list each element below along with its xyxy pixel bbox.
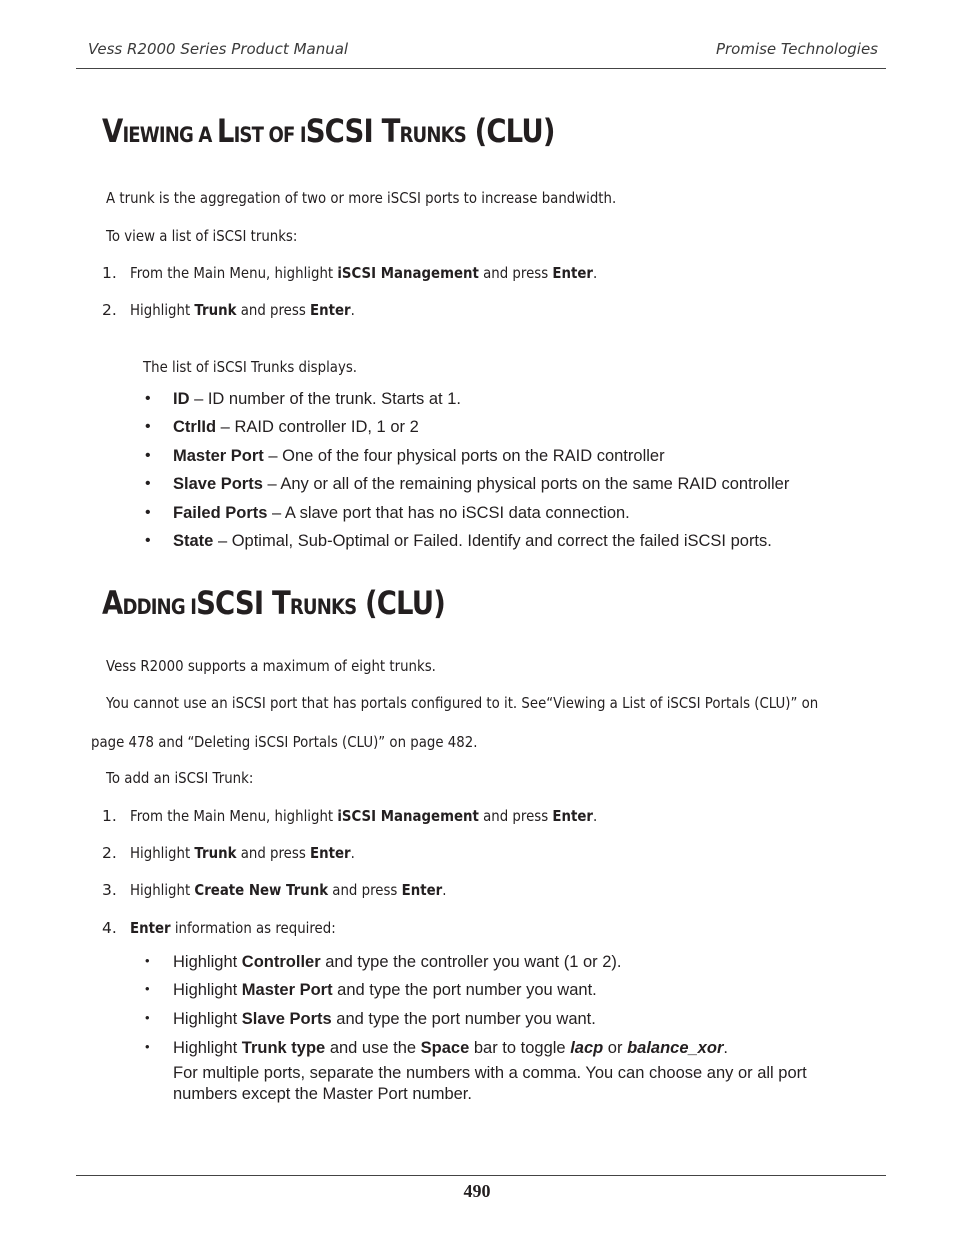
step-text — [130, 301, 355, 319]
text-run: . — [350, 301, 355, 319]
paragraph-trailing-line1: For multiple ports, separate the numbers with a comma. You can choose any or all port — [173, 1064, 807, 1082]
ui-term: Master Port — [241, 981, 333, 999]
ui-term: Enter — [552, 807, 594, 825]
list-item — [173, 390, 461, 409]
text-run: Highlight — [130, 301, 195, 319]
option-value: balance_xor — [627, 1039, 724, 1057]
paragraph-note-line1: You cannot use an iSCSI port that has portals configured to it. See“Viewing a List of iSCSI Portals (CLU)” on — [106, 694, 819, 712]
text-run: information as required: — [170, 919, 336, 937]
heading-text: IEWING A — [122, 123, 217, 147]
list-item — [173, 475, 789, 494]
running-header-company: Promise Technologies — [715, 40, 878, 58]
text-run: Highlight — [173, 953, 242, 971]
paragraph-note-line2: page 478 and “Deleting iSCSI Portals (CLU)” on page 482. — [91, 733, 478, 751]
bullet-icon: • — [145, 981, 150, 996]
heading-text: IST OF I — [233, 123, 306, 147]
text-run: Highlight — [173, 1039, 242, 1057]
ui-term: Enter — [310, 844, 351, 862]
text-run: . — [593, 807, 598, 825]
description: – One of the four physical ports on the RAID controller — [263, 447, 665, 465]
heading-text: DDING I — [122, 595, 197, 619]
ui-term: Space — [420, 1039, 470, 1057]
paragraph-intro: A trunk is the aggregation of two or more iSCSI ports to increase bandwidth. — [106, 189, 617, 207]
bullet-icon: • — [145, 1010, 150, 1025]
text-run: Highlight — [130, 844, 195, 862]
footer-rule — [76, 1175, 886, 1176]
description: – RAID controller ID, 1 or 2 — [216, 418, 419, 436]
ui-term: Controller — [241, 953, 321, 971]
list-item — [173, 1039, 728, 1058]
heading-text: SCSI T — [196, 584, 290, 622]
term: State — [173, 532, 214, 550]
bullet-icon: • — [145, 1039, 150, 1054]
text-run: . — [442, 881, 447, 899]
heading-text: V — [102, 112, 123, 150]
step-text — [130, 264, 597, 282]
bullet-icon: • — [145, 390, 151, 407]
text-run: . — [593, 264, 598, 282]
description: – ID number of the trunk. Starts at 1. — [189, 390, 461, 408]
paragraph-lead: To view a list of iSCSI trunks: — [106, 227, 298, 245]
step-text — [130, 844, 355, 862]
paragraph-trailing-line2: numbers except the Master Port number. — [173, 1085, 472, 1103]
ui-term: iSCSI Management — [337, 264, 479, 282]
text-run: and press — [236, 844, 311, 862]
text-run: and type the controller you want (1 or 2). — [320, 953, 622, 971]
step-number: 3. — [102, 881, 117, 899]
text-run: . — [723, 1039, 728, 1057]
ui-term: iSCSI Management — [337, 807, 479, 825]
text-run: From the Main Menu, highlight — [130, 807, 338, 825]
ui-term: Trunk — [194, 301, 237, 319]
step-number: 2. — [102, 301, 117, 319]
list-item — [173, 447, 665, 466]
text-run: bar to toggle — [469, 1039, 571, 1057]
step-text — [130, 807, 597, 825]
description: – Any or all of the remaining physical ports on the same RAID controller — [262, 475, 790, 493]
text-run: Highlight — [130, 881, 195, 899]
ui-term: Enter — [310, 301, 351, 319]
ui-term: Trunk type — [241, 1039, 326, 1057]
section-heading-viewing-trunks — [102, 112, 555, 150]
running-header-title: Vess R2000 Series Product Manual — [88, 40, 349, 58]
text-run: and press — [236, 301, 311, 319]
heading-text: SCSI T — [305, 112, 400, 150]
term: CtrlId — [173, 418, 217, 436]
bullet-icon: • — [145, 953, 150, 968]
step-text — [130, 881, 446, 899]
bullet-icon: • — [145, 418, 151, 435]
text-run: From the Main Menu, highlight — [130, 264, 338, 282]
bullet-icon: • — [145, 504, 151, 521]
text-run: or — [603, 1039, 628, 1057]
list-item — [173, 981, 597, 1000]
text-run: and type the port number you want. — [332, 981, 597, 999]
paragraph-result: The list of iSCSI Trunks displays. — [143, 358, 358, 376]
text-run: . — [350, 844, 355, 862]
term: Slave Ports — [173, 475, 263, 493]
ui-term: Slave Ports — [241, 1010, 332, 1028]
list-item — [173, 532, 772, 551]
header-rule — [76, 68, 886, 69]
text-run: and type the port number you want. — [331, 1010, 596, 1028]
text-run: and press — [328, 881, 402, 899]
paragraph-intro: Vess R2000 supports a maximum of eight trunks. — [106, 657, 436, 675]
heading-text: A — [102, 584, 123, 622]
heading-text: RUNKS — [399, 123, 466, 147]
step-number: 1. — [102, 264, 117, 282]
text-run: and use the — [325, 1039, 421, 1057]
heading-text: L — [216, 112, 234, 150]
step-text — [130, 919, 336, 937]
heading-text: (CLU) — [356, 584, 445, 622]
option-value: lacp — [570, 1039, 604, 1057]
heading-text: RUNKS — [289, 595, 357, 619]
bullet-icon: • — [145, 447, 151, 464]
heading-text: (CLU) — [465, 112, 555, 150]
ui-term: Trunk — [194, 844, 237, 862]
term: Master Port — [173, 447, 264, 465]
list-item — [173, 504, 630, 523]
description: – A slave port that has no iSCSI data connection. — [267, 504, 630, 522]
step-number: 1. — [102, 807, 117, 825]
text-run: Highlight — [173, 1010, 242, 1028]
page-number: 490 — [463, 1181, 491, 1201]
bullet-icon: • — [145, 532, 151, 549]
text-run: and press — [478, 264, 553, 282]
list-item — [173, 953, 621, 972]
list-item — [173, 1010, 596, 1029]
section-heading-adding-trunks — [102, 584, 445, 622]
paragraph-lead: To add an iSCSI Trunk: — [106, 769, 254, 787]
text-run: Highlight — [173, 981, 242, 999]
step-number: 2. — [102, 844, 117, 862]
step-number: 4. — [102, 919, 117, 937]
text-run: and press — [478, 807, 553, 825]
ui-term: Enter — [401, 881, 443, 899]
term: ID — [173, 390, 190, 408]
ui-term: Enter — [552, 264, 594, 282]
description: – Optimal, Sub-Optimal or Failed. Identify and correct the failed iSCSI ports. — [213, 532, 772, 550]
bullet-icon: • — [145, 475, 151, 492]
term: Failed Ports — [173, 504, 268, 522]
ui-term: Enter — [130, 919, 171, 937]
ui-term: Create New Trunk — [194, 881, 329, 899]
list-item — [173, 418, 419, 437]
